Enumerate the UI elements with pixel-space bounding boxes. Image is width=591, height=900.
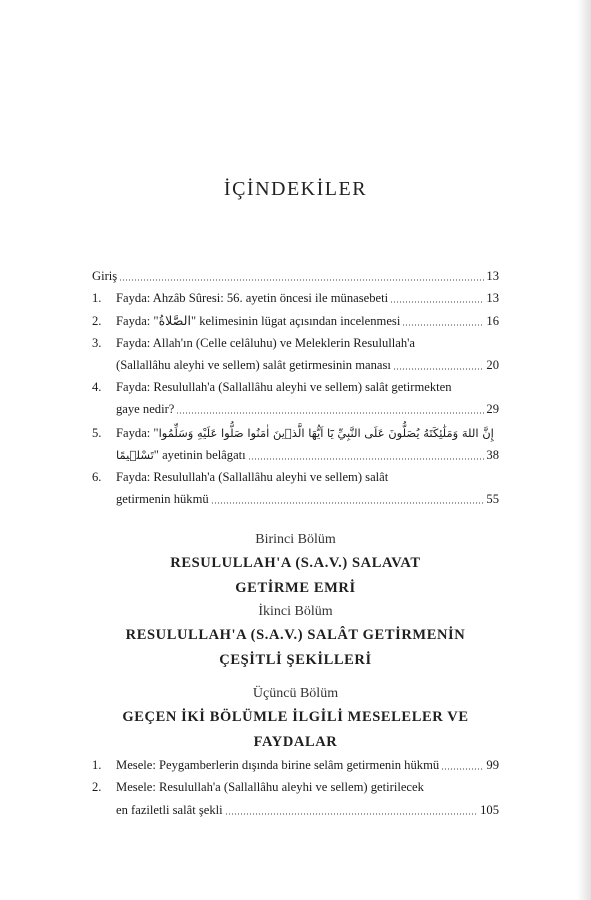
dot-leader [225, 813, 478, 815]
toc-entry-6[interactable] [92, 467, 499, 487]
toc-page-number: 16 [486, 314, 499, 328]
section-part-2[interactable] [0, 601, 591, 673]
toc-entry-text: Fayda: Resulullah'a (Sallallâhu aleyhi ve sellem) salât getirmekten [116, 380, 452, 394]
toc-entry-text: Mesele: Peygamberlerin dışında birine selâm getirmenin hükmü [116, 758, 440, 772]
toc-entry-text: gaye nedir? [116, 402, 175, 416]
toc-page-number: 29 [486, 402, 499, 416]
page-title: İÇİNDEKİLER [223, 178, 368, 200]
toc-entry-mesele-1[interactable] [92, 755, 499, 775]
toc-entry-3[interactable] [92, 333, 499, 353]
section-title: RESULULLAH'A (S.A.V.) SALAVAT [170, 555, 421, 571]
toc-entry-5-cont[interactable] [92, 445, 499, 465]
toc-entry-text: (Sallallâhu aleyhi ve sellem) salât getirmesinin manası [116, 358, 391, 372]
toc-entry-text: en faziletli salât şekli [116, 803, 223, 817]
dot-leader [248, 458, 485, 460]
toc-page-number: 55 [486, 492, 499, 506]
toc-entry-mesele-2-cont[interactable] [92, 800, 499, 820]
dot-leader [211, 502, 485, 504]
toc-entry-intro[interactable] [92, 266, 499, 286]
arabic-verse-text: إِنَّ اللهَ وَمَلَٰئِكَتَهُ يُصَلُّونَ عَلَى النَّبِيِّ يَٓا اَيُّهَا الَّذٖينَ اٰمَنُوا صَلُّوا عَلَيْهِ وَسَلِّمُوا [158, 426, 494, 440]
dot-leader [176, 412, 484, 414]
toc-page-number: 13 [486, 269, 499, 283]
toc-entry-2[interactable] [92, 311, 499, 331]
toc-entry-number: 2. [92, 780, 102, 794]
toc-entry-3-cont[interactable] [92, 355, 499, 375]
toc-entry-number: 3. [92, 336, 102, 350]
toc-entry-mesele-2[interactable] [92, 777, 499, 797]
arabic-verse-text: تَسْلٖيمًا [116, 448, 154, 462]
toc-entry-6-cont[interactable] [92, 489, 499, 509]
section-title: FAYDALAR [253, 734, 338, 750]
toc-entry-text: " ayetinin belâgatı [153, 448, 246, 462]
toc-entry-text: Fayda: Resulullah'a (Sallallâhu aleyhi ve sellem) salât [116, 470, 389, 484]
section-label: Üçüncü Bölüm [252, 686, 339, 701]
section-title: ÇEŞİTLİ ŞEKİLLERİ [219, 652, 372, 668]
toc-entry-4[interactable] [92, 377, 499, 397]
toc-page-number: 13 [486, 291, 499, 305]
section-title: GEÇEN İKİ BÖLÜMLE İLGİLİ MESELELER VE [122, 709, 469, 725]
toc-entry-text: Giriş [92, 269, 118, 283]
toc-entry-text: Fayda: Allah'ın (Celle celâluhu) ve Meleklerin Resulullah'a [116, 336, 416, 350]
section-title: GETİRME EMRİ [235, 580, 356, 596]
page-edge-shadow [577, 0, 591, 900]
toc-entry-number: 2. [92, 314, 102, 328]
dot-leader [119, 279, 484, 281]
dot-leader [393, 368, 485, 370]
dot-leader [390, 301, 484, 303]
toc-entry-number: 1. [92, 758, 102, 772]
toc-page-number: 20 [486, 358, 499, 372]
section-part-1[interactable] [0, 529, 591, 601]
toc-entry-number: 6. [92, 470, 102, 484]
section-title: RESULULLAH'A (S.A.V.) SALÂT GETİRMENİN [125, 627, 466, 643]
toc-entry-text: Mesele: Resulullah'a (Sallallâhu aleyhi ve sellem) getirilecek [116, 780, 424, 794]
toc-entry-text: Fayda: " [116, 426, 159, 440]
toc-entry-5[interactable] [92, 423, 499, 443]
toc-entry-1[interactable] [92, 288, 499, 308]
toc-entry-number: 5. [92, 426, 102, 440]
dot-leader [402, 324, 484, 326]
toc-entry-number: 4. [92, 380, 102, 394]
dot-leader [441, 768, 484, 770]
toc-page-number: 38 [486, 448, 499, 462]
toc-page-number: 105 [480, 803, 499, 817]
toc-page-number: 99 [486, 758, 499, 772]
section-label: İkinci Bölüm [258, 604, 333, 619]
section-part-3[interactable] [0, 683, 591, 755]
toc-entry-text: getirmenin hükmü [116, 492, 209, 506]
toc-entry-number: 1. [92, 291, 102, 305]
toc-entry-text: Fayda: "الصَّلاةُ" kelimesinin lügat açısından incelenmesi [116, 314, 401, 328]
toc-entry-text: Fayda: Ahzâb Sûresi: 56. ayetin öncesi ile münasebeti [116, 291, 389, 305]
toc-entry-4-cont[interactable] [92, 399, 499, 419]
section-label: Birinci Bölüm [255, 532, 336, 547]
